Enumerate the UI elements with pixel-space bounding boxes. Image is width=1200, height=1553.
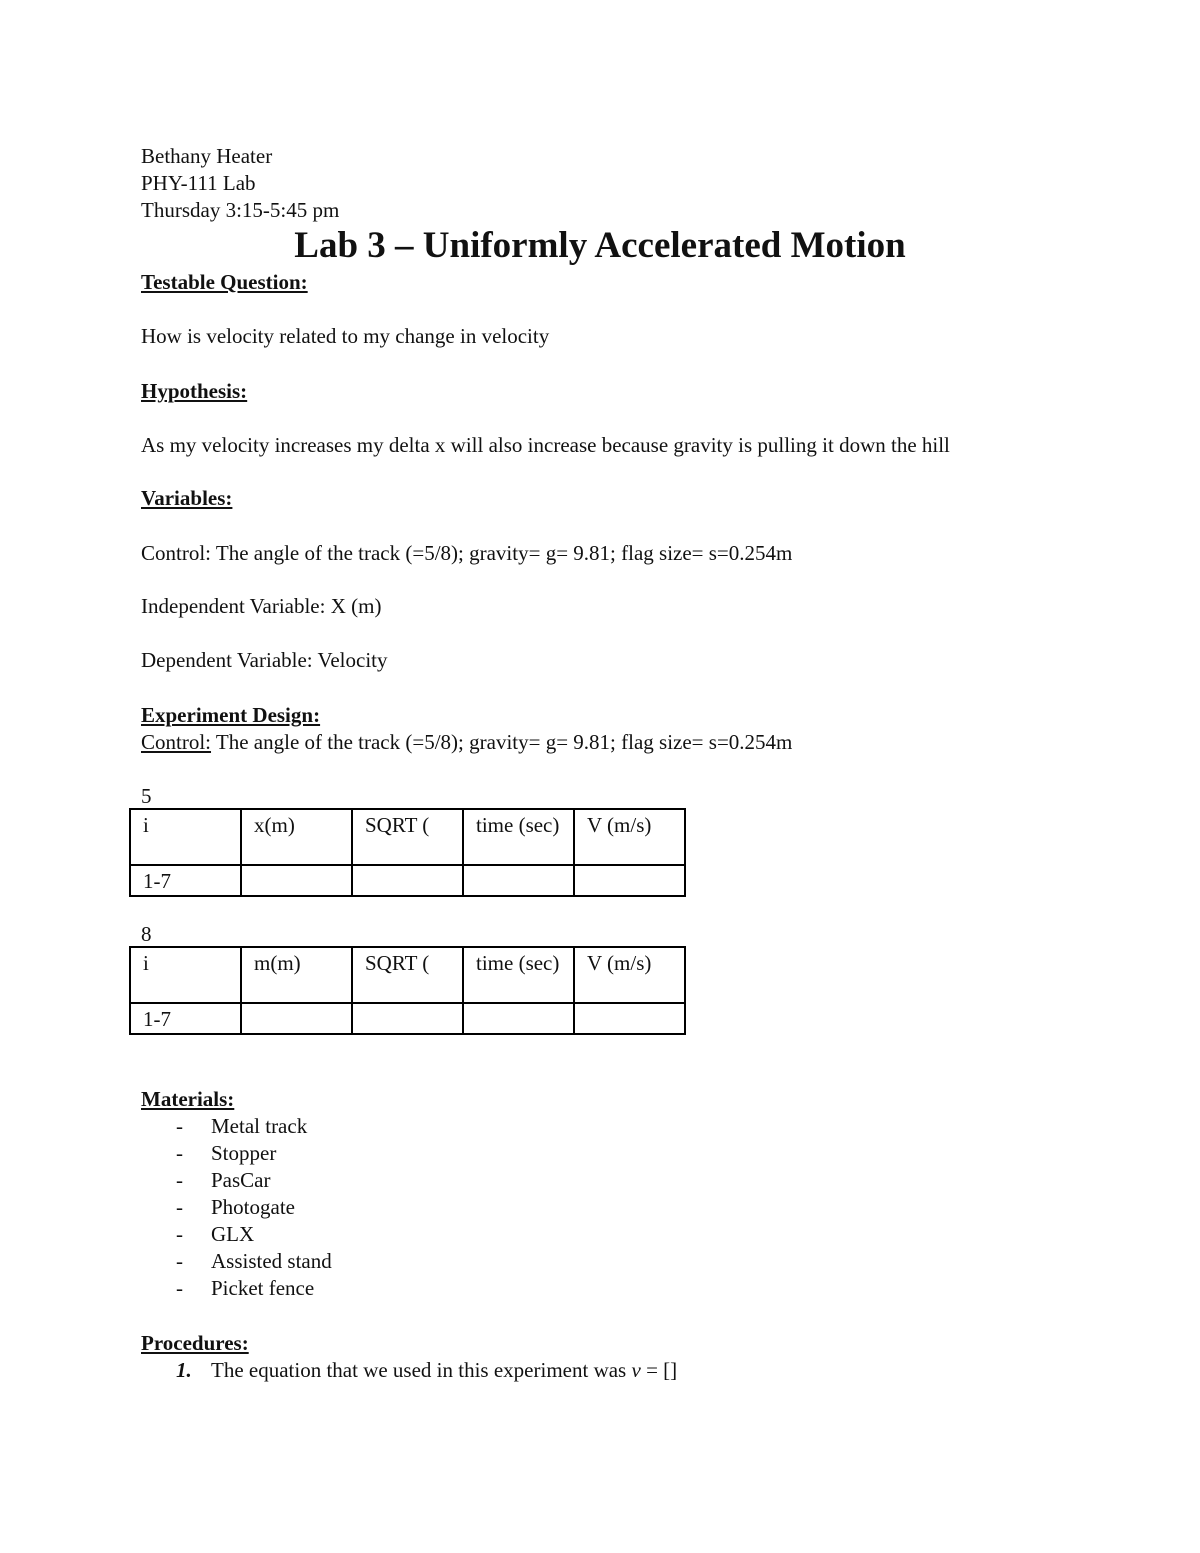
material-item: Picket fence: [211, 1276, 315, 1300]
procedures-heading: Procedures:: [141, 1331, 249, 1355]
variables-heading: Variables:: [141, 486, 233, 510]
header-cell: i: [130, 947, 241, 1003]
table-row: [130, 865, 685, 896]
list-item: [176, 1167, 332, 1194]
bullet-dash: -: [176, 1114, 183, 1138]
table-cell: [241, 865, 352, 896]
class-schedule: Thursday 3:15-5:45 pm: [141, 198, 340, 222]
procedure-step: [176, 1357, 677, 1384]
header-cell: V (m/s): [574, 947, 685, 1003]
hypothesis-text: As my velocity increases my delta x will also increase because gravity is pulling it down the hill: [141, 433, 950, 457]
experiment-design-control: [141, 729, 792, 756]
header-cell: time (sec): [463, 947, 574, 1003]
list-item: [176, 1275, 332, 1302]
table-cell: 1-7: [130, 1003, 241, 1034]
table-label: 5: [141, 784, 152, 808]
header-cell: SQRT (: [352, 947, 463, 1003]
material-item: Metal track: [211, 1114, 308, 1138]
list-item: [176, 1194, 332, 1221]
data-table: [129, 808, 686, 897]
velocity-variable: v: [631, 1358, 641, 1382]
bullet-dash: -: [176, 1249, 183, 1273]
step-text: The equation that we used in this experiment was: [211, 1358, 632, 1382]
header-cell: i: [130, 809, 241, 865]
course-name: PHY-111 Lab: [141, 171, 256, 195]
control-label: Control:: [141, 730, 212, 754]
hypothesis-heading: Hypothesis:: [141, 379, 248, 403]
bullet-dash: -: [176, 1276, 183, 1300]
data-table: [129, 946, 686, 1035]
list-item: [176, 1140, 332, 1167]
bullet-dash: -: [176, 1195, 183, 1219]
table-header-row: [130, 809, 685, 865]
bullet-dash: -: [176, 1222, 183, 1246]
table-cell: [241, 1003, 352, 1034]
step-text-end: = []: [640, 1358, 678, 1382]
table-cell: [352, 1003, 463, 1034]
header-cell: time (sec): [463, 809, 574, 865]
materials-heading: Materials:: [141, 1087, 235, 1111]
table-cell: 1-7: [130, 865, 241, 896]
step-number: 1.: [176, 1358, 192, 1382]
material-item: Stopper: [211, 1141, 277, 1165]
table-row: [130, 1003, 685, 1034]
control-variables: Control: The angle of the track (=5/8); gravity= g= 9.81; flag size= s=0.254m: [141, 541, 793, 565]
table-header-row: [130, 947, 685, 1003]
material-item: PasCar: [211, 1168, 271, 1192]
independent-variable: Independent Variable: X (m): [141, 594, 382, 618]
document-title: Lab 3 – Uniformly Accelerated Motion: [294, 225, 906, 266]
bullet-dash: -: [176, 1141, 183, 1165]
table-cell: [574, 1003, 685, 1034]
list-item: [176, 1113, 332, 1140]
header-cell: SQRT (: [352, 809, 463, 865]
header-cell: V (m/s): [574, 809, 685, 865]
bullet-dash: -: [176, 1168, 183, 1192]
author-name: Bethany Heater: [141, 144, 273, 168]
experiment-design-heading: Experiment Design:: [141, 703, 321, 727]
dependent-variable: Dependent Variable: Velocity: [141, 648, 388, 672]
table-cell: [574, 865, 685, 896]
materials-list: [176, 1113, 332, 1302]
list-item: [176, 1221, 332, 1248]
table-cell: [463, 1003, 574, 1034]
table-label: 8: [141, 922, 152, 946]
material-item: GLX: [211, 1222, 255, 1246]
testable-question-heading: Testable Question:: [141, 270, 308, 294]
material-item: Assisted stand: [211, 1249, 332, 1273]
list-item: [176, 1248, 332, 1275]
table-cell: [463, 865, 574, 896]
material-item: Photogate: [211, 1195, 295, 1219]
table-cell: [352, 865, 463, 896]
testable-question-text: How is velocity related to my change in velocity: [141, 324, 550, 348]
control-text: The angle of the track (=5/8); gravity= g= 9.81; flag size= s=0.254m: [211, 730, 793, 754]
header-cell: m(m): [241, 947, 352, 1003]
header-cell: x(m): [241, 809, 352, 865]
